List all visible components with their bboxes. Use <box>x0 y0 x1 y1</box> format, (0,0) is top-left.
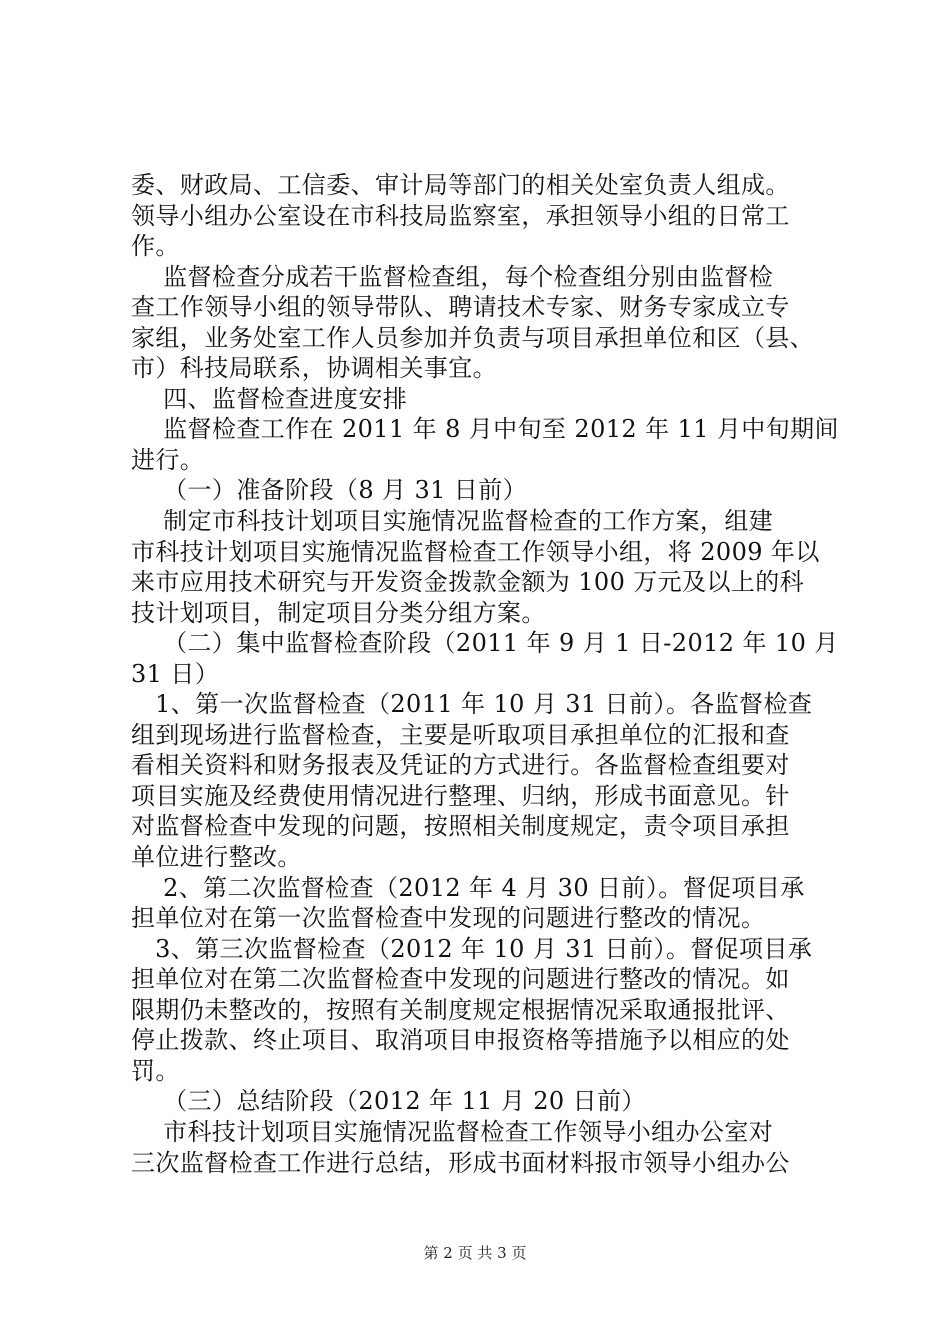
text-line: 1、第一次监督检查（2011 年 10 月 31 日前）。各监督检查 <box>131 690 813 719</box>
subsection-heading: （二）集中监督检查阶段（2011 年 9 月 1 日-2012 年 10 月 <box>131 629 839 658</box>
text-line: 监督检查工作在 2011 年 8 月中旬至 2012 年 11 月中旬期间 <box>131 415 839 444</box>
text-line: 委、财政局、工信委、审计局等部门的相关处室负责人组成。 <box>131 171 790 199</box>
text-line: 组到现场进行监督检查，主要是听取项目承担单位的汇报和查 <box>131 720 790 749</box>
text-line: 3、第三次监督检查（2012 年 10 月 31 日前）。督促项目承 <box>131 934 813 963</box>
text-line: 领导小组办公室设在市科技局监察室，承担领导小组的日常工 <box>131 201 790 230</box>
subsection-heading: （三）总结阶段（2012 年 11 月 20 日前） <box>131 1087 646 1116</box>
text-line: 制定市科技计划项目实施情况监督检查的工作方案，组建 <box>131 507 774 536</box>
text-line: 2、第二次监督检查（2012 年 4 月 30 日前）。督促项目承 <box>131 873 805 902</box>
text-line: 停止拨款、终止项目、取消项目申报资格等措施予以相应的处 <box>131 1026 790 1055</box>
text-line: 看相关资料和财务报表及凭证的方式进行。各监督检查组要对 <box>131 751 790 780</box>
text-line: 担单位对在第一次监督检查中发现的问题进行整改的情况。 <box>131 904 766 933</box>
text-line: 项目实施及经费使用情况进行整理、归纳，形成书面意见。针 <box>131 781 790 810</box>
text-line: 市）科技局联系，协调相关事宜。 <box>131 354 497 383</box>
subsection-heading: （一）准备阶段（8 月 31 日前） <box>131 476 528 505</box>
text-line: 监督检查分成若干监督检查组，每个检查组分别由监督检 <box>131 262 774 291</box>
text-line: 单位进行整改。 <box>131 843 302 872</box>
text-line: 来市应用技术研究与开发资金拨款金额为 100 万元及以上的科 <box>131 568 805 597</box>
text-line: 市科技计划项目实施情况监督检查工作领导小组办公室对 <box>131 1117 774 1146</box>
text-line: 对监督检查中发现的问题，按照相关制度规定，责令项目承担 <box>131 812 790 841</box>
document-body <box>131 170 839 1178</box>
text-line: 三次监督检查工作进行总结，形成书面材料报市领导小组办公 <box>131 1148 790 1177</box>
text-line: 罚。 <box>131 1056 180 1085</box>
text-line: 市科技计划项目实施情况监督检查工作领导小组，将 2009 年以 <box>131 537 820 566</box>
text-line: 限期仍未整改的，按照有关制度规定根据情况采取通报批评、 <box>131 995 790 1024</box>
text-line: 作。 <box>131 232 180 261</box>
text-line: 查工作领导小组的领导带队、聘请技术专家、财务专家成立专 <box>131 293 790 322</box>
text-line: 进行。 <box>131 445 205 474</box>
text-line: 技计划项目，制定项目分类分组方案。 <box>131 598 546 627</box>
page-number-footer: 第 2 页 共 3 页 <box>423 1244 527 1262</box>
text-line: 家组，业务处室工作人员参加并负责与项目承担单位和区（县、 <box>131 323 815 352</box>
text-line: 31 日） <box>131 659 220 688</box>
section-heading: 四、监督检查进度安排 <box>131 384 408 413</box>
text-line: 担单位对在第二次监督检查中发现的问题进行整改的情况。如 <box>131 965 790 994</box>
